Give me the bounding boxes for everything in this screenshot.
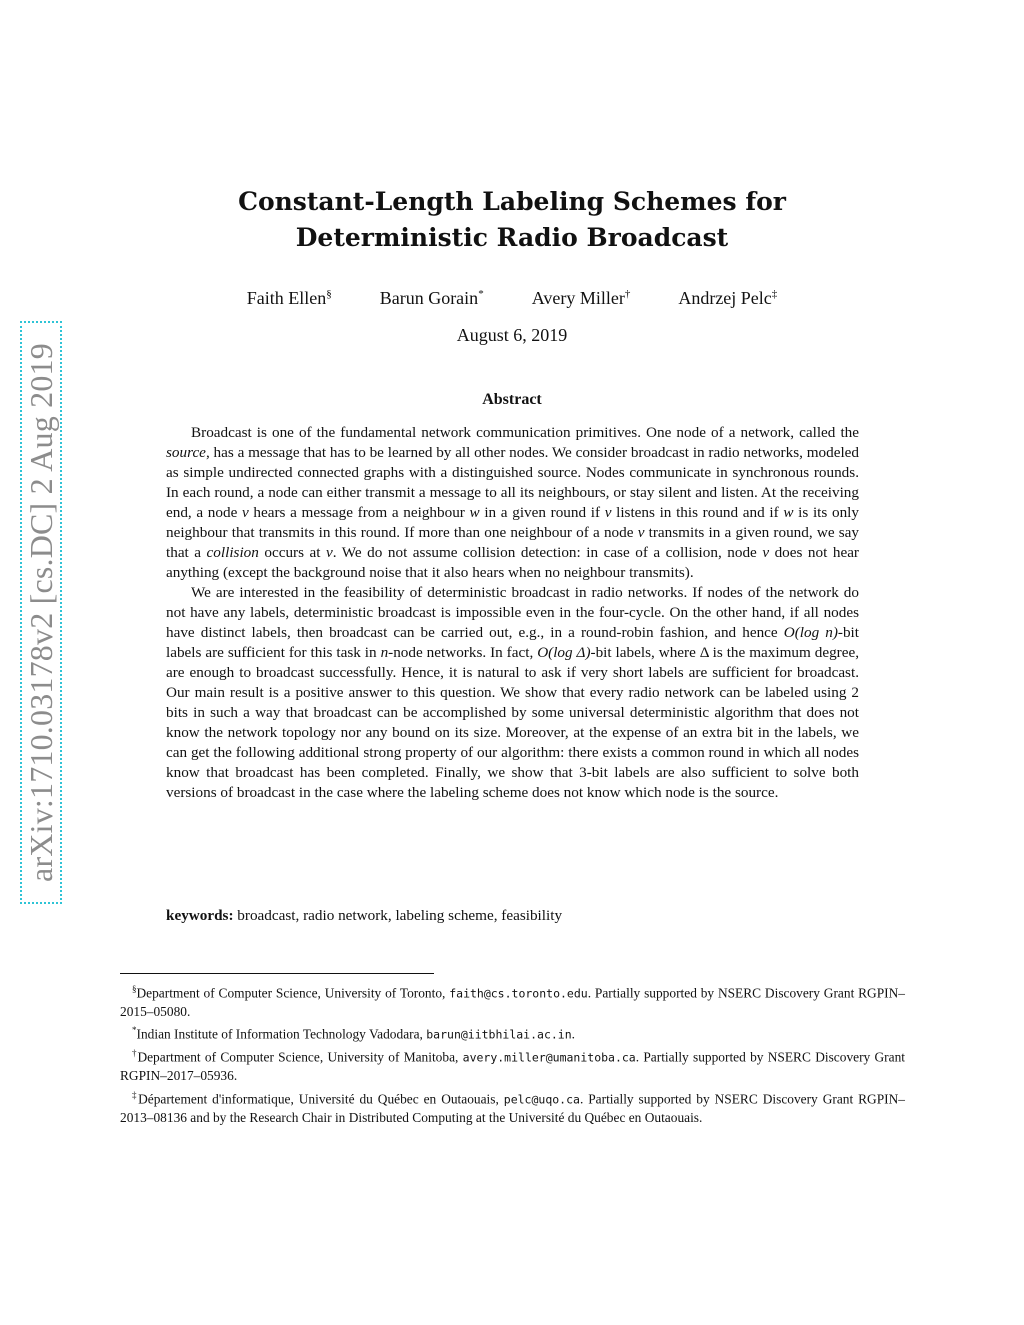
- author: Andrzej Pelc‡: [678, 288, 778, 308]
- author-list: [150, 281, 874, 311]
- paper-date: August 6, 2019: [456, 325, 568, 345]
- email-address: avery.miller@umanitoba.ca: [462, 1050, 636, 1065]
- author: Barun Gorain*: [379, 288, 484, 308]
- paper-title: [200, 184, 824, 256]
- keywords: [166, 906, 859, 926]
- title-line-2: Deterministic Radio Broadcast: [295, 223, 729, 252]
- keywords-text: broadcast, radio network, labeling scheme, feasibility: [237, 907, 563, 924]
- footnote: †Department of Computer Science, University of Manitoba, avery.miller@umanitoba.ca. Partially supported by NSERC Discovery Grant RGPIN–2017–05936.: [120, 1048, 905, 1084]
- abstract-heading: Abstract: [482, 391, 542, 408]
- email-address: barun@iitbhilai.ac.in: [426, 1027, 572, 1042]
- email-address: faith@cs.toronto.edu: [449, 986, 588, 1001]
- keywords-label: keywords:: [166, 907, 234, 924]
- email-address: pelc@uqo.ca: [503, 1092, 580, 1107]
- title-line-1: Constant-Length Labeling Schemes for: [238, 187, 786, 216]
- arxiv-identifier-stamp: [20, 321, 62, 904]
- footnote: *Indian Institute of Information Technology Vadodara, barun@iitbhilai.ac.in.: [132, 1025, 576, 1042]
- footnotes: [120, 980, 905, 1127]
- abstract-paragraph: Broadcast is one of the fundamental network communication primitives. One node of a network, called the source, has a message that has to be learned by all other nodes. We consider broadcast in radio networks, modeled as simple undirected connected graphs with a distinguished source. Nodes communicate in synchronous rounds. In each round, a node can either transmit a message to all its neighbours, or stay silent and listen. At the receiving end, a node v hears a message from a neighbour w in a given round if v listens in this round and if w is its only neighbour that transmits in this round. If more than one neighbour of a node v transmits in a given round, we say that a collision occurs at v. We do not assume collision detection: in case of a collision, node v does not hear anything (except the background noise that it also hears when no neighbour transmits).: [166, 424, 860, 581]
- footnote: ‡Département d'informatique, Université du Québec en Outaouais, pelc@uqo.ca. Partially supported by NSERC Discovery Grant RGPIN–2013–08136 and by the Research Chair in Distributed Computing at the Université du Québec en Outaouais.: [120, 1089, 905, 1125]
- author: Faith Ellen§: [246, 288, 332, 308]
- abstract-body: [166, 423, 859, 803]
- arxiv-identifier-text: arXiv:1710.03178v2 [cs.DC] 2 Aug 2019: [22, 343, 59, 882]
- abstract-paragraph: We are interested in the feasibility of deterministic broadcast in radio networks. If nodes of the network do not have any labels, deterministic broadcast is impossible even in the four-cycle. On the other hand, if all nodes have distinct labels, then broadcast can be carried out, e.g., in a round-robin fashion, and hence O(log n)-bit labels are sufficient for this task in n-node networks. In fact, O(log Δ)-bit labels, where Δ is the maximum degree, are enough to broadcast successfully. Hence, it is natural to ask if very short labels are sufficient for broadcast. Our main result is a positive answer to this question. We show that every radio network can be labeled using 2 bits in such a way that broadcast can be accomplished by some universal deterministic algorithm that does not know the network topology nor any bound on its size. Moreover, at the expense of an extra bit in the labels, we can get the following additional strong property of our algorithm: there exists a common round in which all nodes know that broadcast has been completed. Finally, we show that 3-bit labels are also sufficient to solve both versions of broadcast in the case where the labeling scheme does not know which node is the source.: [166, 584, 859, 801]
- footnote-divider: [120, 973, 434, 974]
- footnote: §Department of Computer Science, University of Toronto, faith@cs.toronto.edu. Partially supported by NSERC Discovery Grant RGPIN–2015–05080.: [120, 984, 905, 1019]
- author: Avery Miller†: [531, 288, 631, 308]
